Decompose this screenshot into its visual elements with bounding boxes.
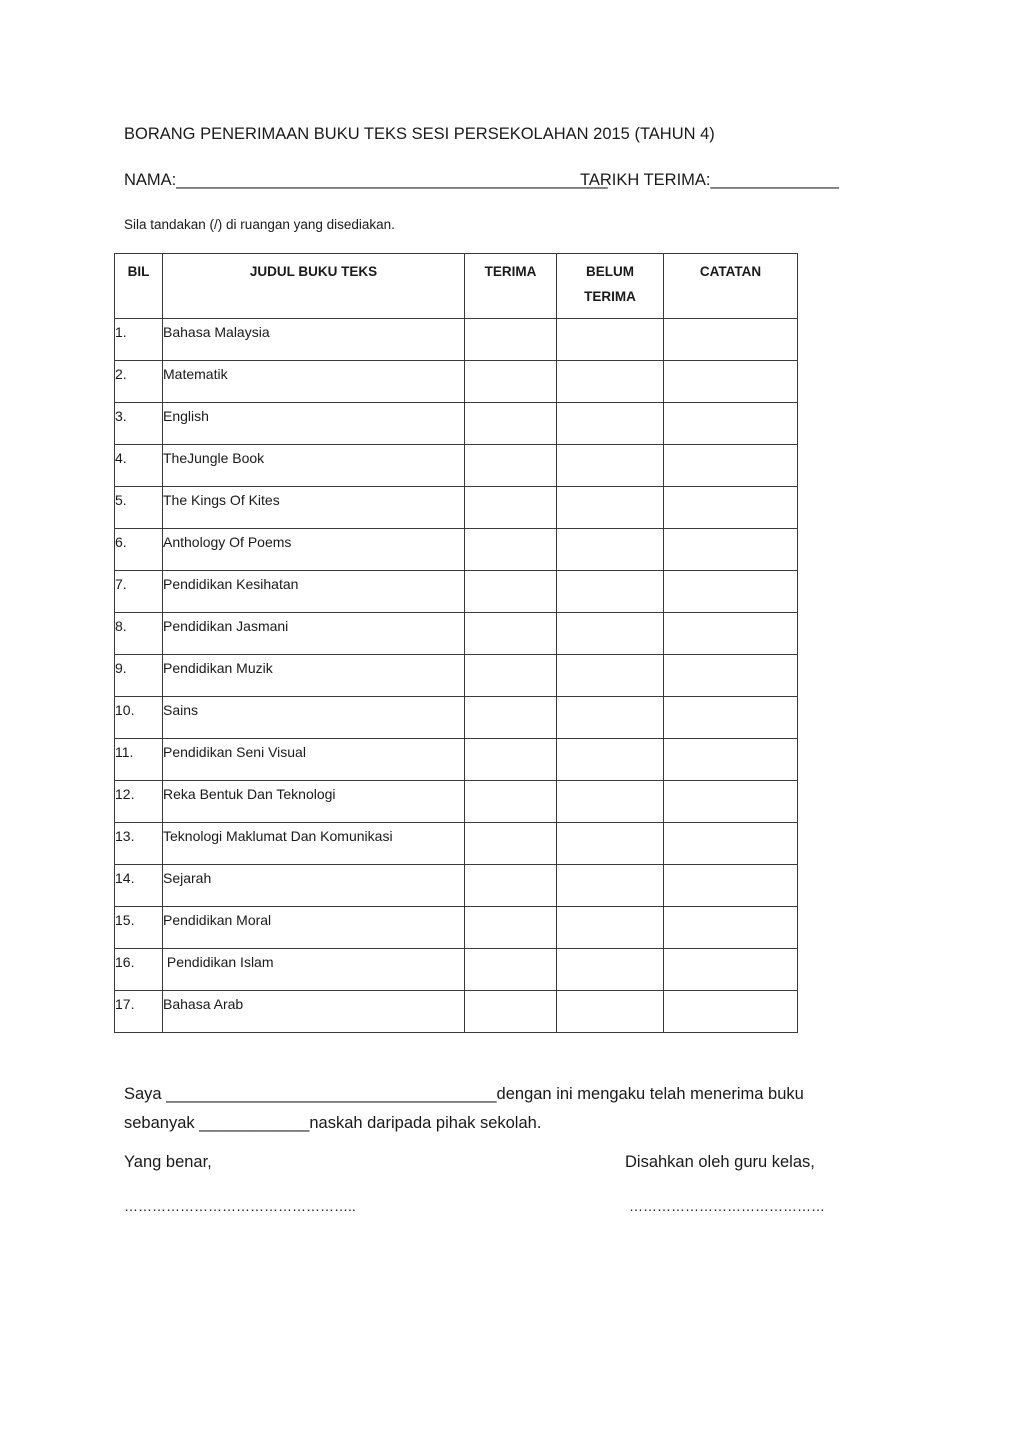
table-row bbox=[115, 403, 798, 445]
received-checkbox-cell[interactable] bbox=[465, 655, 557, 697]
not-received-checkbox-cell[interactable] bbox=[557, 697, 664, 739]
notes-cell[interactable] bbox=[664, 949, 798, 991]
row-number: 8. bbox=[115, 613, 163, 655]
table-row bbox=[115, 361, 798, 403]
not-received-checkbox-cell[interactable] bbox=[557, 529, 664, 571]
not-received-checkbox-cell[interactable] bbox=[557, 487, 664, 529]
row-number: 12. bbox=[115, 781, 163, 823]
table-row bbox=[115, 319, 798, 361]
notes-cell[interactable] bbox=[664, 739, 798, 781]
not-received-checkbox-cell[interactable] bbox=[557, 991, 664, 1033]
declaration-line-2: sebanyak ____________naskah daripada pihak sekolah. bbox=[124, 1114, 542, 1132]
not-received-checkbox-cell[interactable] bbox=[557, 319, 664, 361]
book-title: TheJungle Book bbox=[163, 445, 465, 487]
book-title: Pendidikan Moral bbox=[163, 907, 465, 949]
notes-cell[interactable] bbox=[664, 823, 798, 865]
book-title: English bbox=[163, 403, 465, 445]
table-row bbox=[115, 991, 798, 1033]
signature-label-left: Yang benar, bbox=[124, 1153, 212, 1171]
book-title: Matematik bbox=[163, 361, 465, 403]
instruction-text: Sila tandakan (/) di ruangan yang disediakan. bbox=[124, 217, 395, 232]
table-row bbox=[115, 865, 798, 907]
book-title: Pendidikan Jasmani bbox=[163, 613, 465, 655]
header-not-received-line1: BELUM bbox=[586, 264, 634, 279]
row-number: 14. bbox=[115, 865, 163, 907]
notes-cell[interactable] bbox=[664, 445, 798, 487]
table-row bbox=[115, 949, 798, 991]
notes-cell[interactable] bbox=[664, 571, 798, 613]
table-row bbox=[115, 781, 798, 823]
row-number: 7. bbox=[115, 571, 163, 613]
book-title: Pendidikan Islam bbox=[163, 949, 465, 991]
row-number: 3. bbox=[115, 403, 163, 445]
table-row bbox=[115, 445, 798, 487]
notes-cell[interactable] bbox=[664, 865, 798, 907]
notes-cell[interactable] bbox=[664, 655, 798, 697]
book-title: Pendidikan Kesihatan bbox=[163, 571, 465, 613]
row-number: 1. bbox=[115, 319, 163, 361]
table-row bbox=[115, 655, 798, 697]
row-number: 6. bbox=[115, 529, 163, 571]
table-row bbox=[115, 613, 798, 655]
notes-cell[interactable] bbox=[664, 319, 798, 361]
not-received-checkbox-cell[interactable] bbox=[557, 781, 664, 823]
notes-cell[interactable] bbox=[664, 487, 798, 529]
not-received-checkbox-cell[interactable] bbox=[557, 823, 664, 865]
received-checkbox-cell[interactable] bbox=[465, 361, 557, 403]
form-title: BORANG PENERIMAAN BUKU TEKS SESI PERSEKOLAHAN 2015 (TAHUN 4) bbox=[124, 125, 715, 143]
header-notes: CATATAN bbox=[664, 254, 798, 319]
book-title: Bahasa Malaysia bbox=[163, 319, 465, 361]
not-received-checkbox-cell[interactable] bbox=[557, 949, 664, 991]
notes-cell[interactable] bbox=[664, 529, 798, 571]
header-not-received-line2: TERIMA bbox=[584, 289, 636, 304]
received-checkbox-cell[interactable] bbox=[465, 739, 557, 781]
book-title: Anthology Of Poems bbox=[163, 529, 465, 571]
table-row bbox=[115, 739, 798, 781]
not-received-checkbox-cell[interactable] bbox=[557, 613, 664, 655]
received-checkbox-cell[interactable] bbox=[465, 571, 557, 613]
header-received: TERIMA bbox=[465, 254, 557, 319]
header-book-title: JUDUL BUKU TEKS bbox=[163, 254, 465, 319]
book-title: Sejarah bbox=[163, 865, 465, 907]
declaration-line-1: Saya ____________________________________dengan ini mengaku telah menerima buku bbox=[124, 1085, 804, 1103]
table-row bbox=[115, 487, 798, 529]
notes-cell[interactable] bbox=[664, 361, 798, 403]
row-number: 2. bbox=[115, 361, 163, 403]
declaration-text bbox=[124, 1080, 804, 1138]
signature-line-right: …………………………………… bbox=[629, 1198, 825, 1214]
notes-cell[interactable] bbox=[664, 991, 798, 1033]
book-title: Pendidikan Muzik bbox=[163, 655, 465, 697]
row-number: 4. bbox=[115, 445, 163, 487]
not-received-checkbox-cell[interactable] bbox=[557, 865, 664, 907]
notes-cell[interactable] bbox=[664, 697, 798, 739]
not-received-checkbox-cell[interactable] bbox=[557, 571, 664, 613]
row-number: 10. bbox=[115, 697, 163, 739]
received-checkbox-cell[interactable] bbox=[465, 319, 557, 361]
notes-cell[interactable] bbox=[664, 781, 798, 823]
row-number: 15. bbox=[115, 907, 163, 949]
not-received-checkbox-cell[interactable] bbox=[557, 655, 664, 697]
table-row bbox=[115, 823, 798, 865]
not-received-checkbox-cell[interactable] bbox=[557, 907, 664, 949]
received-checkbox-cell[interactable] bbox=[465, 529, 557, 571]
book-title: The Kings Of Kites bbox=[163, 487, 465, 529]
notes-cell[interactable] bbox=[664, 613, 798, 655]
signature-line-left: ………………………………………….. bbox=[124, 1198, 356, 1214]
row-number: 9. bbox=[115, 655, 163, 697]
signature-label-right: Disahkan oleh guru kelas, bbox=[625, 1153, 815, 1171]
name-field: NAMA:_______________________________________________ bbox=[124, 171, 608, 189]
received-checkbox-cell[interactable] bbox=[465, 697, 557, 739]
table-row bbox=[115, 529, 798, 571]
received-checkbox-cell[interactable] bbox=[465, 613, 557, 655]
not-received-checkbox-cell[interactable] bbox=[557, 739, 664, 781]
not-received-checkbox-cell[interactable] bbox=[557, 361, 664, 403]
header-not-received bbox=[557, 254, 664, 319]
book-title: Reka Bentuk Dan Teknologi bbox=[163, 781, 465, 823]
textbook-table bbox=[114, 253, 798, 1033]
received-checkbox-cell[interactable] bbox=[465, 991, 557, 1033]
book-title: Pendidikan Seni Visual bbox=[163, 739, 465, 781]
received-checkbox-cell[interactable] bbox=[465, 823, 557, 865]
table-row bbox=[115, 907, 798, 949]
not-received-checkbox-cell[interactable] bbox=[557, 445, 664, 487]
notes-cell[interactable] bbox=[664, 403, 798, 445]
received-checkbox-cell[interactable] bbox=[465, 907, 557, 949]
book-title: Teknologi Maklumat Dan Komunikasi bbox=[163, 823, 465, 865]
received-checkbox-cell[interactable] bbox=[465, 445, 557, 487]
table-row bbox=[115, 571, 798, 613]
book-title: Sains bbox=[163, 697, 465, 739]
received-checkbox-cell[interactable] bbox=[465, 403, 557, 445]
row-number: 16. bbox=[115, 949, 163, 991]
received-checkbox-cell[interactable] bbox=[465, 781, 557, 823]
received-checkbox-cell[interactable] bbox=[465, 865, 557, 907]
row-number: 17. bbox=[115, 991, 163, 1033]
receive-date-field: TARIKH TERIMA:______________ bbox=[580, 171, 839, 189]
table-row bbox=[115, 697, 798, 739]
notes-cell[interactable] bbox=[664, 907, 798, 949]
not-received-checkbox-cell[interactable] bbox=[557, 403, 664, 445]
row-number: 5. bbox=[115, 487, 163, 529]
book-title: Bahasa Arab bbox=[163, 991, 465, 1033]
row-number: 11. bbox=[115, 739, 163, 781]
header-bil: BIL bbox=[115, 254, 163, 319]
table-header-row bbox=[115, 254, 798, 319]
row-number: 13. bbox=[115, 823, 163, 865]
received-checkbox-cell[interactable] bbox=[465, 949, 557, 991]
received-checkbox-cell[interactable] bbox=[465, 487, 557, 529]
